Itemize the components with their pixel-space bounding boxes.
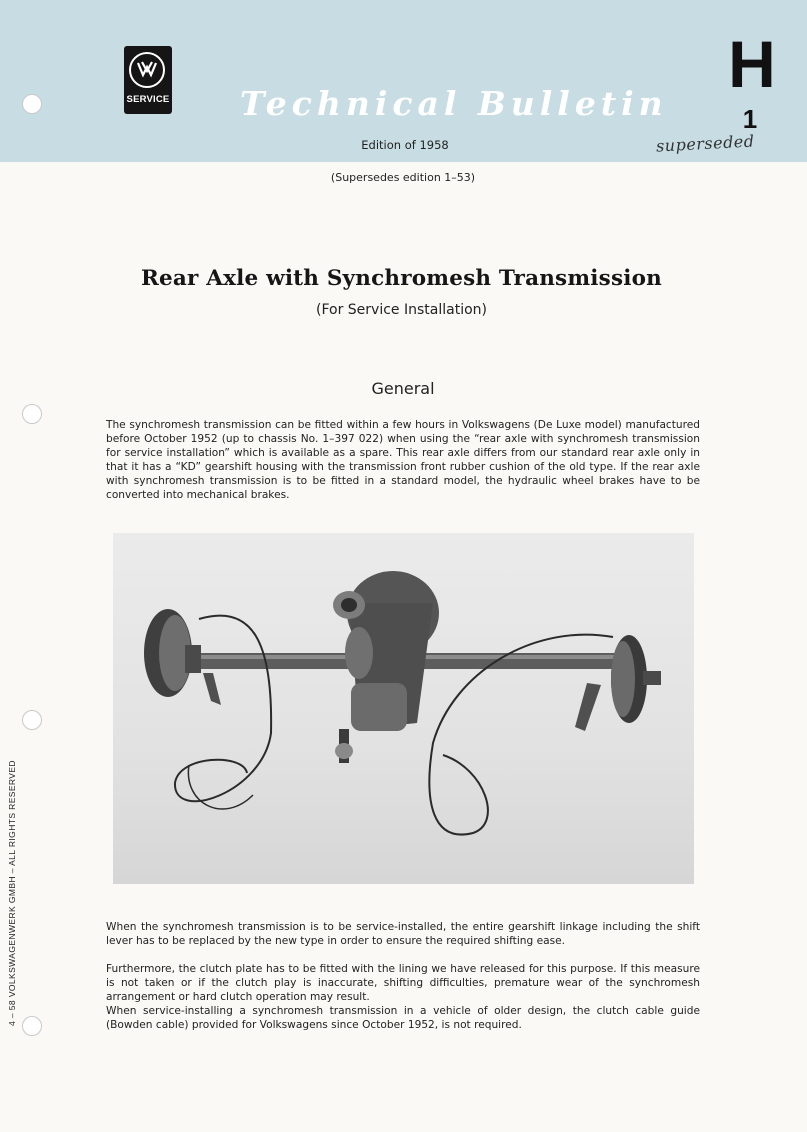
vw-service-logo — [124, 46, 172, 114]
bulletin-title: Technical Bulletin — [240, 84, 668, 123]
supersedes-note: (Supersedes edition 1–53) — [330, 171, 476, 184]
punch-hole — [22, 1016, 42, 1036]
document-title: Rear Axle with Synchromesh Transmission — [140, 266, 663, 291]
document-subtitle: (For Service Installation) — [316, 302, 487, 318]
logo-service-label: SERVICE — [126, 94, 170, 105]
handwritten-note: superseded — [655, 131, 755, 156]
paragraph-clutch-plate: Furthermore, the clutch plate has to be fitted with the lining we have released for this purpose. If this measure is not taken or if the clutch play is inaccurate, shifting difficulties, premature wear of the synchromesh arrangement or hard clutch operation may result. — [106, 963, 700, 1003]
punch-hole — [22, 710, 42, 730]
copyright-side-text: 4 – 58 VOLKSWAGENWERK GMBH – ALL RIGHTS RESERVED — [7, 760, 17, 1026]
section-letter: H — [728, 27, 776, 101]
vw-emblem-icon — [129, 52, 165, 88]
rear-axle-illustration — [113, 533, 694, 884]
section-heading-general: General — [371, 379, 435, 398]
paragraph-clutch-cable: When service-installing a synchromesh transmission in a vehicle of older design, the clutch cable guide (Bowden cable) provided for Volkswagens since October 1952, is not required. — [106, 1005, 700, 1031]
punch-hole — [22, 94, 42, 114]
general-paragraph: The synchromesh transmission can be fitted within a few hours in Volkswagens (De Luxe model) manufactured before October 1952 (up to chassis No. 1–397 022) when using the “rear axle with synchromesh transmission for service installation” which is available as a spare. This rear axle differs from our standard rear axle only in that it has a “KD” gearshift housing with the transmission front rubber cushion of the old type. If the rear axle with synchromesh transmission is to be fitted in a standard model, the hydraulic wheel brakes have to be converted into mechanical brakes. — [106, 419, 700, 501]
rear-axle-photo — [113, 533, 694, 884]
section-number: 1 — [742, 104, 758, 134]
edition-label: Edition of 1958 — [361, 138, 449, 152]
punch-hole — [22, 404, 42, 424]
paragraph-gearshift-linkage: When the synchromesh transmission is to be service-installed, the entire gearshift linkage including the shift lever has to be replaced by the new type in order to ensure the required shifting ease. — [106, 921, 700, 947]
